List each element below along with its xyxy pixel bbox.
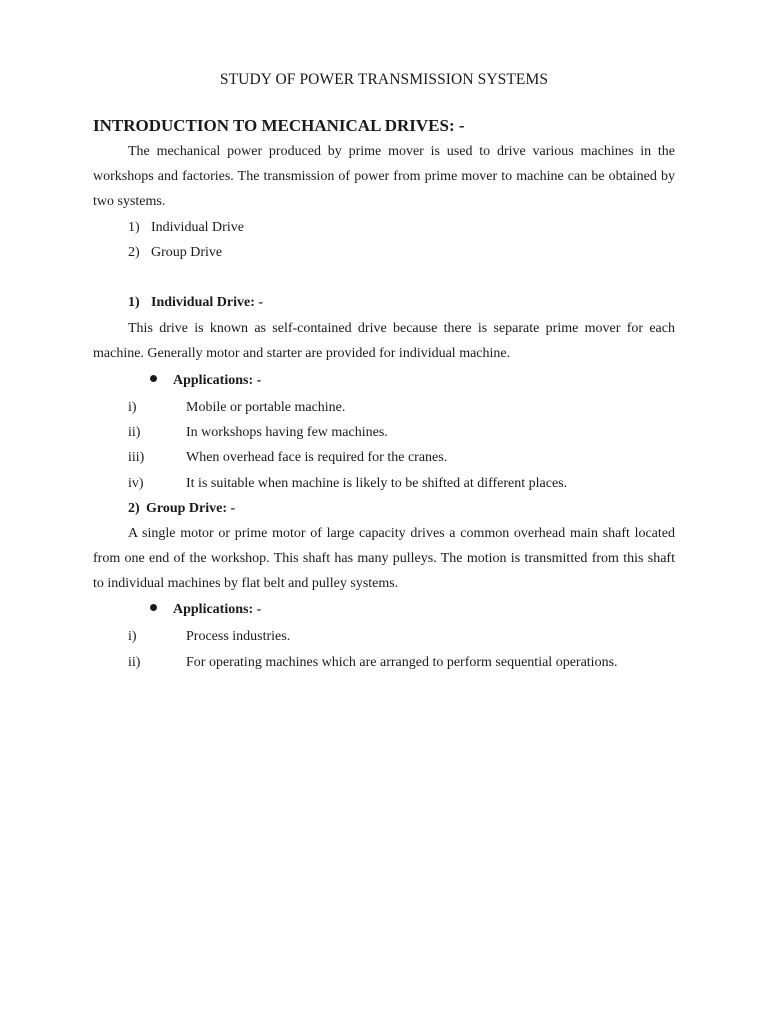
applications-label: Applications: -: [173, 602, 262, 617]
application-text: Mobile or portable machine.: [186, 400, 346, 415]
intro-list-item: [128, 240, 222, 265]
individual-drive-paragraph: This drive is known as self-contained drive because there is separate prime mover for each machine. Generally motor and starter are provided for individual machine.: [93, 321, 675, 361]
section-title: Group Drive: -: [146, 501, 236, 516]
roman-number: i): [128, 629, 137, 644]
section-number: 1): [128, 295, 140, 310]
document-page: [93, 0, 675, 1024]
bullet-icon: [150, 604, 157, 611]
list-text: Group Drive: [151, 245, 223, 260]
individual-drive-heading: [128, 290, 263, 315]
application-text: For operating machines which are arranged to perform sequential operations.: [186, 655, 618, 670]
application-item: [128, 420, 388, 445]
intro-list-item: [128, 215, 244, 240]
document-title: STUDY OF POWER TRANSMISSION SYSTEMS: [219, 71, 549, 88]
list-number: 1): [128, 220, 140, 235]
roman-number: iv): [128, 476, 144, 491]
application-item: [128, 445, 447, 470]
application-text: When overhead face is required for the cranes.: [186, 450, 448, 465]
application-item: [128, 650, 618, 675]
application-text: Process industries.: [186, 629, 291, 644]
application-text: It is suitable when machine is likely to be shifted at different places.: [186, 476, 568, 491]
list-number: 2): [128, 245, 140, 260]
applications-label: Applications: -: [173, 373, 262, 388]
application-item: [128, 624, 290, 649]
application-item: [128, 471, 567, 496]
intro-paragraph: The mechanical power produced by prime mover is used to drive various machines in the workshops and factories. The transmission of power from prime mover to machine can be obtained by two systems.: [93, 144, 675, 209]
group-drive-paragraph: A single motor or prime motor of large capacity drives a common overhead main shaft located from one end of the workshop. This shaft has many pulleys. The motion is transmitted from this shaft to individual machines by flat belt and pulley systems.: [93, 526, 675, 591]
group-applications-heading: [150, 597, 261, 622]
list-text: Individual Drive: [151, 220, 244, 235]
application-text: In workshops having few machines.: [186, 425, 388, 440]
individual-applications-heading: [150, 368, 261, 393]
roman-number: i): [128, 400, 137, 415]
main-heading: INTRODUCTION TO MECHANICAL DRIVES: -: [93, 116, 465, 135]
roman-number: ii): [128, 425, 141, 440]
section-number: 2): [128, 501, 140, 516]
roman-number: iii): [128, 450, 145, 465]
application-item: [128, 395, 345, 420]
bullet-icon: [150, 375, 157, 382]
section-title: Individual Drive: -: [151, 295, 264, 310]
group-drive-heading: [128, 496, 235, 521]
roman-number: ii): [128, 655, 141, 670]
